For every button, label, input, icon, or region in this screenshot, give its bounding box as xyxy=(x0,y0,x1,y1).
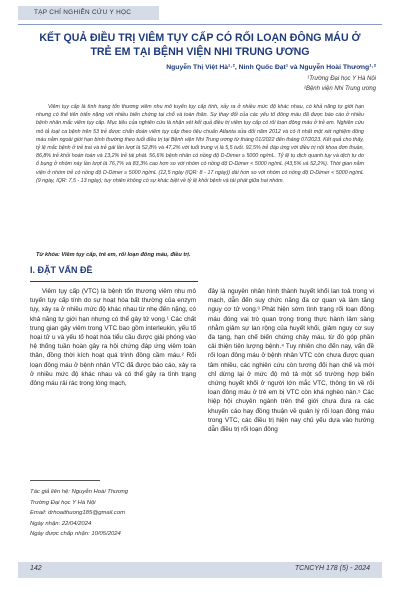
footnote-email: Email: drhoaithuong185@gmail.com xyxy=(30,510,126,516)
affiliation-2: ²Bệnh viện Nhi Trung ương xyxy=(303,86,376,92)
footnote-accepted: Ngày được chấp nhận: 10/05/2024 xyxy=(30,531,121,537)
section-heading-underline xyxy=(30,281,198,282)
header-divider xyxy=(18,24,382,25)
keywords: Từ khóa: Viêm tụy cấp, trẻ em, rối loạn đông máu, điều trị. xyxy=(36,252,191,258)
page-number: 142 xyxy=(30,565,42,572)
article-title: KẾT QUẢ ĐIỀU TRỊ VIÊM TỤY CẤP CÓ RỐI LOẠN ĐÔNG MÁU Ở TRẺ EM TẠI BỆNH VIỆN NHI TRUNG ƯƠNG xyxy=(39,32,361,58)
footnotes xyxy=(30,487,200,540)
journal-name: TẠP CHÍ NGHIÊN CỨU Y HỌC xyxy=(18,6,159,20)
footnote-institution: Trường Đại học Y Hà Nội xyxy=(30,499,96,506)
body-column-right: đây là nguyên nhân hình thành huyết khối lan toả trong vi mạch, dẫn đến suy chức năng đa cơ quan và làm tăng nguy cơ tử vong.³ Phát hiện sớm tình trạng rối loạn đông máu đóng vai trò quan trọng trong thực hành lâm sàng nhằm giảm sự lan rộng của huyết khối, giảm nguy cơ suy đa tạng, hạn chế biến chứng chảy máu, từ đó góp phần cải thiện tiên lượng bệnh.⁴ Tuy nhiên cho đến nay, vấn đề rối loạn đông máu ở bệnh nhân VTC còn chưa được quan tâm nhiều, các nghiên cứu còn tương đối hạn chế và mới chỉ dừng lại ở mức độ mô tả một số trường hợp biến chứng huyết khối ở người lớn mắc VTC, thông tin về rối loạn đông máu ở trẻ em bị VTC còn khá nghèo nàn.⁵ Các hiệp hội chuyên ngành trên thế giới chưa đưa ra các khuyến cáo hay đồng thuận về quản lý rối loạn đông máu trong VTC, các điều trị hiện nay chủ yếu dựa vào hướng dẫn điều trị rối loạn đông xyxy=(208,288,374,434)
footnote-divider xyxy=(30,480,100,481)
header-band xyxy=(0,0,400,22)
author-list: Nguyễn Thị Việt Hà¹·², Ninh Quốc Đạt¹ và Nguyễn Hoài Thương¹·² xyxy=(166,64,376,71)
body-column-left: Viêm tụy cấp (VTC) là bệnh tổn thương viêm nhu mô tuyến tụy cấp tính do sự hoạt hóa bất thường của enzym tụy, xảy ra ở nhiều mức độ khác nhau từ nhẹ đến nặng, có khả năng tự giới hạn nhưng có thể gây tử vong.¹ Các chất trung gian gây viêm trong VTC bao gồm interleukin, yếu tố hoại tử u và yếu tố hoạt hóa tiểu cầu được giải phóng vào hệ thống tuần hoàn gây ra hội chứng đáp ứng viêm toàn thân, đồng thời kích hoạt quá trình đông cầm máu.² Rối loạn đông máu ở bệnh nhân VTC đã được báo cáo, xảy ra ở nhiều mức độ khác nhau và có thể gây ra tình trạng đông máu rải rác trong lòng mạch, xyxy=(30,288,196,388)
footnote-received: Ngày nhận: 22/04/2024 xyxy=(30,520,92,527)
journal-issue: TCNCYH 178 (5) - 2024 xyxy=(294,565,370,572)
section-heading: I. ĐẶT VẤN ĐỀ xyxy=(30,265,93,275)
affiliation-1: ¹Trường Đại học Y Hà Nội xyxy=(307,76,376,82)
footnote-author: Tác giả liên hệ: Nguyễn Hoài Thương xyxy=(30,489,128,495)
abstract: Viêm tụy cấp là tình trạng tổn thương viêm nhu mô tuyến tụy cấp tính, xảy ra ở nhiều mức độ khác nhau, có khả năng tự giới hạn nhưng có thể tiến triển nặng với nhiều biến chứng tại chỗ và toàn thân. Sự thay đổi của các yếu tố đông máu đã được báo cáo ở nhiều bệnh nhân mắc viêm tụy cấp. Mục tiêu của nghiên cứu là nhận xét kết quả điều trị viêm tụy cấp có rối loạn đông máu ở trẻ em. Nghiên cứu mô tả loạt ca bệnh trên 53 trẻ được chẩn đoán viêm tụy cấp theo tiêu chuẩn Atlanta sửa đổi năm 2012 và có ít nhất một xét nghiệm đông máu nằm ngoài giới hạn bình thường theo tuổi điều trị tại Bệnh viện Nhi Trung ương từ tháng 01/2022 đến tháng 07/2023. Kết quả cho thấy, tỷ lệ mắc bệnh ở trẻ trai và trẻ gái lần lượt là 52,8% và 47,2% với tuổi trung vị là 5,5 tuổi. 92,5% trẻ đáp ứng với điều trị nội khoa đơn thuần, 86,8% trẻ khỏi hoàn toàn và 13,2% trẻ tái phát. 56,6% bệnh nhân có nồng độ D-Dimer ≥ 5000 ng/mL. Tỷ lệ tụ dịch quanh tụy và dịch tự do ổ bụng ở nhóm này lần lượt là 76,7% và 83,3% cao hơn so với nhóm có nồng độ D-Dimer < 5000 ng/mL (43,5% và 52,2%). Thời gian nằm viện ở nhóm trẻ có nồng độ D-Dimer ≥ 5000 ng/mL (12,5 ngày (IQR: 8 - 17 ngày)) dài hơn so với nhóm có nồng độ D-Dimer < 5000 ng/mL (9 ngày, IQR: 7,5 - 13 ngày); tuy nhiên không có sự khác biệt về tỷ lệ khỏi bệnh và tái phát giữa hai nhóm. xyxy=(36,104,364,184)
